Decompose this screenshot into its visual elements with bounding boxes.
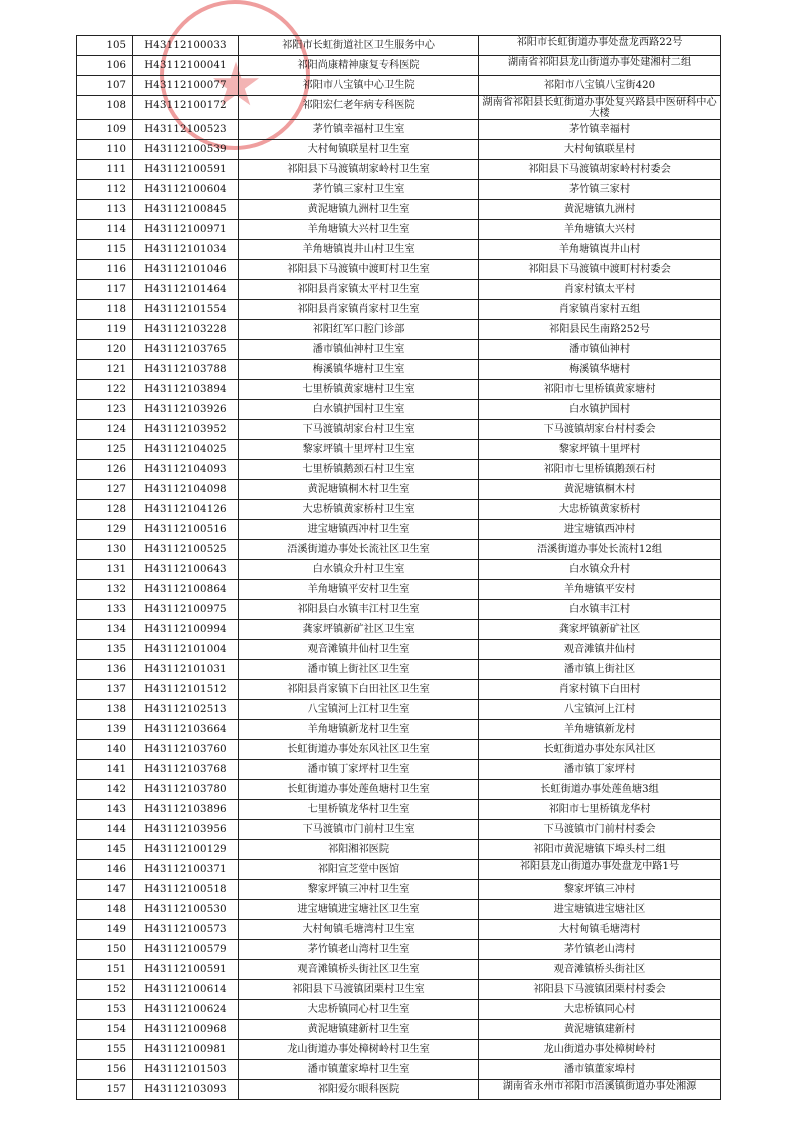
institution-code-cell: H43112103956 [133,820,239,840]
address-cell: 湖南省祁阳县龙山街道办事处建湘村二组 [479,56,721,76]
seal-star-icon: ★ [209,50,263,120]
institution-code-cell: H43112103896 [133,800,239,820]
table-row [77,260,721,280]
institution-code-cell: H43112100994 [133,620,239,640]
address-cell: 茅竹镇幸福村 [479,120,721,140]
institution-code-cell: H43112100579 [133,940,239,960]
table-row [77,380,721,400]
table-row [77,720,721,740]
row-number-cell: 149 [77,920,133,940]
address-cell: 茅竹镇三家村 [479,180,721,200]
institution-code-cell: H43112101464 [133,280,239,300]
institution-code-cell: H43112100539 [133,140,239,160]
address-cell: 龚家坪镇新矿社区 [479,620,721,640]
row-number-cell: 125 [77,440,133,460]
institution-code-cell: H43112100041 [133,56,239,76]
row-number-cell: 130 [77,540,133,560]
row-number-cell: 115 [77,240,133,260]
table-row [77,460,721,480]
row-number-cell: 106 [77,56,133,76]
institution-name-cell: 祁阳县肖家镇太平村卫生室 [239,280,479,300]
row-number-cell: 135 [77,640,133,660]
row-number-cell: 127 [77,480,133,500]
institution-name-cell: 下马渡镇市门前村卫生室 [239,820,479,840]
address-cell: 潘市镇丁家坪村 [479,760,721,780]
institution-code-cell: H43112100525 [133,540,239,560]
address-cell: 白水镇丰江村 [479,600,721,620]
institution-name-cell: 黄泥塘镇九洲村卫生室 [239,200,479,220]
institution-code-cell: H43112103760 [133,740,239,760]
institution-name-cell: 祁阳县白水镇丰江村卫生室 [239,600,479,620]
table-row [77,160,721,180]
institution-name-cell: 潘市镇董家埠村卫生室 [239,1060,479,1080]
institution-name-cell: 黎家坪镇三冲村卫生室 [239,880,479,900]
table-row [77,940,721,960]
row-number-cell: 118 [77,300,133,320]
address-cell: 进宝塘镇西冲村 [479,520,721,540]
table-row [77,240,721,260]
institution-code-cell: H43112100573 [133,920,239,940]
address-cell: 黎家坪镇十里坪村 [479,440,721,460]
address-cell: 羊角塘镇崀井山村 [479,240,721,260]
institution-name-cell: 观音滩镇桥头街社区卫生室 [239,960,479,980]
address-cell: 茅竹镇老山湾村 [479,940,721,960]
address-cell: 潘市镇上街社区 [479,660,721,680]
row-number-cell: 138 [77,700,133,720]
address-cell: 祁阳县下马渡镇胡家岭村村委会 [479,160,721,180]
row-number-cell: 114 [77,220,133,240]
table-row [77,1000,721,1020]
table-row [77,980,721,1000]
row-number-cell: 122 [77,380,133,400]
institution-code-cell: H43112100968 [133,1020,239,1040]
address-cell: 湖南省永州市祁阳市浯溪镇街道办事处湘源 [479,1080,721,1100]
institution-code-cell: H43112101046 [133,260,239,280]
address-cell: 长虹街道办事处莲鱼塘3组 [479,780,721,800]
institution-code-cell: H43112101034 [133,240,239,260]
table-row [77,660,721,680]
institution-code-cell: H43112100604 [133,180,239,200]
table-row [77,1040,721,1060]
row-number-cell: 132 [77,580,133,600]
table-row [77,820,721,840]
table-row [77,76,721,96]
address-cell: 肖家村镇太平村 [479,280,721,300]
institution-code-cell: H43112100981 [133,1040,239,1060]
table-row [77,420,721,440]
institution-name-cell: 祁阳市八宝镇中心卫生院 [239,76,479,96]
institution-code-cell: H43112103093 [133,1080,239,1100]
address-cell: 浯溪街道办事处长流村12组 [479,540,721,560]
institution-name-cell: 长虹街道办事处东风社区卫生室 [239,740,479,760]
address-cell: 祁阳县民生南路252号 [479,320,721,340]
address-cell: 观音滩镇井仙村 [479,640,721,660]
row-number-cell: 144 [77,820,133,840]
address-cell: 黄泥塘镇九洲村 [479,200,721,220]
institution-name-cell: 祁阳县肖家镇肖家村卫生室 [239,300,479,320]
row-number-cell: 113 [77,200,133,220]
table-row [77,600,721,620]
address-cell: 祁阳县下马渡镇团栗村村委会 [479,980,721,1000]
row-number-cell: 140 [77,740,133,760]
institution-name-cell: 长虹街道办事处莲鱼塘村卫生室 [239,780,479,800]
institution-code-cell: H43112100129 [133,840,239,860]
row-number-cell: 123 [77,400,133,420]
institution-name-cell: 茅竹镇三家村卫生室 [239,180,479,200]
row-number-cell: 157 [77,1080,133,1100]
row-number-cell: 117 [77,280,133,300]
institution-code-cell: H43112100643 [133,560,239,580]
table-row [77,1020,721,1040]
institution-name-cell: 祁阳宣芝堂中医馆 [239,860,479,880]
address-cell: 肖家村镇下白田村 [479,680,721,700]
institution-code-cell: H43112100518 [133,880,239,900]
address-cell: 湖南省祁阳县长虹街道办事处复兴路县中医研科中心大楼 [479,96,721,120]
table-row [77,840,721,860]
institution-name-cell: 进宝塘镇西冲村卫生室 [239,520,479,540]
address-cell: 羊角塘镇大兴村 [479,220,721,240]
address-cell: 黎家坪镇三冲村 [479,880,721,900]
row-number-cell: 150 [77,940,133,960]
institution-name-cell: 龙山街道办事处樟树岭村卫生室 [239,1040,479,1060]
institution-name-cell: 羊角塘镇新龙村卫生室 [239,720,479,740]
institution-name-cell: 祁阳尚康精神康复专科医院 [239,56,479,76]
table-row [77,860,721,880]
institution-code-cell: H43112103228 [133,320,239,340]
institution-code-cell: H43112100971 [133,220,239,240]
institution-name-cell: 祁阳宏仁老年病专科医院 [239,96,479,120]
institution-code-cell: H43112100591 [133,160,239,180]
institution-code-cell: H43112103894 [133,380,239,400]
address-cell: 羊角塘镇平安村 [479,580,721,600]
row-number-cell: 126 [77,460,133,480]
institution-name-cell: 黎家坪镇十里坪村卫生室 [239,440,479,460]
institution-name-cell: 白水镇护国村卫生室 [239,400,479,420]
institution-name-cell: 茅竹镇幸福村卫生室 [239,120,479,140]
row-number-cell: 109 [77,120,133,140]
institution-code-cell: H43112100624 [133,1000,239,1020]
institution-code-cell: H43112101554 [133,300,239,320]
table-row [77,300,721,320]
institution-code-cell: H43112103768 [133,760,239,780]
institution-code-cell: H43112100523 [133,120,239,140]
institution-name-cell: 大村甸镇联星村卫生室 [239,140,479,160]
institution-name-cell: 观音滩镇井仙村卫生室 [239,640,479,660]
table-row [77,180,721,200]
address-cell: 下马渡镇市门前村村委会 [479,820,721,840]
address-cell: 龙山街道办事处樟树岭村 [479,1040,721,1060]
address-cell: 祁阳市七里桥镇黄家塘村 [479,380,721,400]
institution-code-cell: H43112103788 [133,360,239,380]
table-row [77,540,721,560]
institution-name-cell: 祁阳县下马渡镇胡家岭村卫生室 [239,160,479,180]
institution-table [76,35,720,1100]
institution-name-cell: 大忠桥镇同心村卫生室 [239,1000,479,1020]
row-number-cell: 116 [77,260,133,280]
row-number-cell: 143 [77,800,133,820]
institution-code-cell: H43112101004 [133,640,239,660]
institution-code-cell: H43112101512 [133,680,239,700]
row-number-cell: 139 [77,720,133,740]
table-row [77,320,721,340]
institution-name-cell: 祁阳红军口腔门诊部 [239,320,479,340]
institution-code-cell: H43112100516 [133,520,239,540]
table-row [77,200,721,220]
table-row [77,440,721,460]
institution-code-cell: H43112100530 [133,900,239,920]
institution-code-cell: H43112102513 [133,700,239,720]
table-row [77,620,721,640]
institution-name-cell: 黄泥塘镇建新村卫生室 [239,1020,479,1040]
table-row [77,740,721,760]
institution-code-cell: H43112103926 [133,400,239,420]
row-number-cell: 128 [77,500,133,520]
institution-name-cell: 潘市镇丁家坪村卫生室 [239,760,479,780]
institution-code-cell: H43112103664 [133,720,239,740]
table-row [77,800,721,820]
table-row [77,340,721,360]
row-number-cell: 129 [77,520,133,540]
institution-name-cell: 黄泥塘镇桐木村卫生室 [239,480,479,500]
row-number-cell: 148 [77,900,133,920]
row-number-cell: 156 [77,1060,133,1080]
table-row [77,36,721,56]
address-cell: 观音滩镇桥头街社区 [479,960,721,980]
address-cell: 黄泥塘镇桐木村 [479,480,721,500]
institution-name-cell: 祁阳湘祁医院 [239,840,479,860]
institution-name-cell: 祁阳爱尔眼科医院 [239,1080,479,1100]
row-number-cell: 141 [77,760,133,780]
row-number-cell: 154 [77,1020,133,1040]
row-number-cell: 142 [77,780,133,800]
row-number-cell: 119 [77,320,133,340]
institution-code-cell: H43112100033 [133,36,239,56]
institution-code-cell: H43112103765 [133,340,239,360]
row-number-cell: 121 [77,360,133,380]
address-cell: 肖家镇肖家村五组 [479,300,721,320]
address-cell: 祁阳县龙山街道办事处盘龙中路1号 [479,860,721,880]
table-row [77,280,721,300]
institution-name-cell: 潘市镇仙神村卫生室 [239,340,479,360]
row-number-cell: 155 [77,1040,133,1060]
address-cell: 大忠桥镇黄家桥村 [479,500,721,520]
row-number-cell: 105 [77,36,133,56]
institution-name-cell: 祁阳市长虹街道社区卫生服务中心 [239,36,479,56]
institution-code-cell: H43112101031 [133,660,239,680]
table-row [77,220,721,240]
address-cell: 大村甸镇联星村 [479,140,721,160]
institution-code-cell: H43112100371 [133,860,239,880]
institution-name-cell: 白水镇众升村卫生室 [239,560,479,580]
row-number-cell: 153 [77,1000,133,1020]
institution-name-cell: 龚家坪镇新矿社区卫生室 [239,620,479,640]
address-cell: 羊角塘镇新龙村 [479,720,721,740]
address-cell: 祁阳市七里桥镇鹅颈石村 [479,460,721,480]
table-row [77,520,721,540]
address-cell: 大村甸镇毛塘湾村 [479,920,721,940]
table-row [77,500,721,520]
address-cell: 白水镇护国村 [479,400,721,420]
institution-code-cell: H43112104093 [133,460,239,480]
address-cell: 大忠桥镇同心村 [479,1000,721,1020]
row-number-cell: 124 [77,420,133,440]
address-cell: 长虹街道办事处东风社区 [479,740,721,760]
institution-name-cell: 七里桥镇黄家塘村卫生室 [239,380,479,400]
institution-name-cell: 八宝镇河上江村卫生室 [239,700,479,720]
row-number-cell: 152 [77,980,133,1000]
table-row [77,360,721,380]
institution-name-cell: 羊角塘镇大兴村卫生室 [239,220,479,240]
table-row [77,640,721,660]
row-number-cell: 151 [77,960,133,980]
table-row [77,700,721,720]
institution-code-cell: H43112101503 [133,1060,239,1080]
address-cell: 祁阳市黄泥塘镇下埠头村二组 [479,840,721,860]
institution-name-cell: 祁阳县肖家镇下白田社区卫生室 [239,680,479,700]
institution-name-cell: 七里桥镇龙华村卫生室 [239,800,479,820]
institution-code-cell: H43112100077 [133,76,239,96]
address-cell: 进宝塘镇进宝塘社区 [479,900,721,920]
institution-code-cell: H43112104025 [133,440,239,460]
row-number-cell: 120 [77,340,133,360]
table-row [77,120,721,140]
institution-code-cell: H43112100591 [133,960,239,980]
institution-code-cell: H43112100614 [133,980,239,1000]
institution-code-cell: H43112100864 [133,580,239,600]
institution-name-cell: 进宝塘镇进宝塘社区卫生室 [239,900,479,920]
address-cell: 祁阳市长虹街道办事处盘龙西路22号 [479,36,721,56]
table-row [77,760,721,780]
institution-name-cell: 潘市镇上街社区卫生室 [239,660,479,680]
institution-name-cell: 下马渡镇胡家台村卫生室 [239,420,479,440]
row-number-cell: 110 [77,140,133,160]
table-body [77,36,721,1100]
table-row [77,480,721,500]
row-number-cell: 147 [77,880,133,900]
row-number-cell: 108 [77,96,133,120]
table-row [77,1080,721,1100]
table-row [77,56,721,76]
institution-name-cell: 祁阳县下马渡镇中渡町村卫生室 [239,260,479,280]
address-cell: 潘市镇仙神村 [479,340,721,360]
row-number-cell: 145 [77,840,133,860]
table-row [77,580,721,600]
institution-name-cell: 梅溪镇华塘村卫生室 [239,360,479,380]
table-row [77,920,721,940]
institution-code-cell: H43112100172 [133,96,239,120]
address-cell: 潘市镇董家埠村 [479,1060,721,1080]
address-cell: 祁阳市七里桥镇龙华村 [479,800,721,820]
table-row [77,96,721,120]
address-cell: 白水镇众升村 [479,560,721,580]
institution-name-cell: 大村甸镇毛塘湾村卫生室 [239,920,479,940]
address-cell: 黄泥塘镇建新村 [479,1020,721,1040]
address-cell: 下马渡镇胡家台村村委会 [479,420,721,440]
row-number-cell: 146 [77,860,133,880]
row-number-cell: 112 [77,180,133,200]
institution-code-cell: H43112100975 [133,600,239,620]
address-cell: 八宝镇河上江村 [479,700,721,720]
institution-name-cell: 大忠桥镇黄家桥村卫生室 [239,500,479,520]
institution-code-cell: H43112103952 [133,420,239,440]
institution-code-cell: H43112103780 [133,780,239,800]
table-row [77,1060,721,1080]
row-number-cell: 111 [77,160,133,180]
table-row [77,140,721,160]
address-cell: 祁阳县下马渡镇中渡町村村委会 [479,260,721,280]
institution-name-cell: 羊角塘镇平安村卫生室 [239,580,479,600]
table-row [77,900,721,920]
institution-name-cell: 茅竹镇老山湾村卫生室 [239,940,479,960]
institution-name-cell: 七里桥镇鹅颈石村卫生室 [239,460,479,480]
table-row [77,960,721,980]
row-number-cell: 131 [77,560,133,580]
row-number-cell: 137 [77,680,133,700]
row-number-cell: 133 [77,600,133,620]
institution-name-cell: 祁阳县下马渡镇团栗村卫生室 [239,980,479,1000]
row-number-cell: 107 [77,76,133,96]
address-cell: 祁阳市八宝镇八宝街420 [479,76,721,96]
institution-name-cell: 浯溪街道办事处长流社区卫生室 [239,540,479,560]
table-row [77,680,721,700]
table-row [77,780,721,800]
table-row [77,400,721,420]
table-row [77,560,721,580]
table-row [77,880,721,900]
row-number-cell: 134 [77,620,133,640]
institution-code-cell: H43112100845 [133,200,239,220]
address-cell: 梅溪镇华塘村 [479,360,721,380]
institution-code-cell: H43112104098 [133,480,239,500]
row-number-cell: 136 [77,660,133,680]
institution-code-cell: H43112104126 [133,500,239,520]
institution-name-cell: 羊角塘镇崀井山村卫生室 [239,240,479,260]
